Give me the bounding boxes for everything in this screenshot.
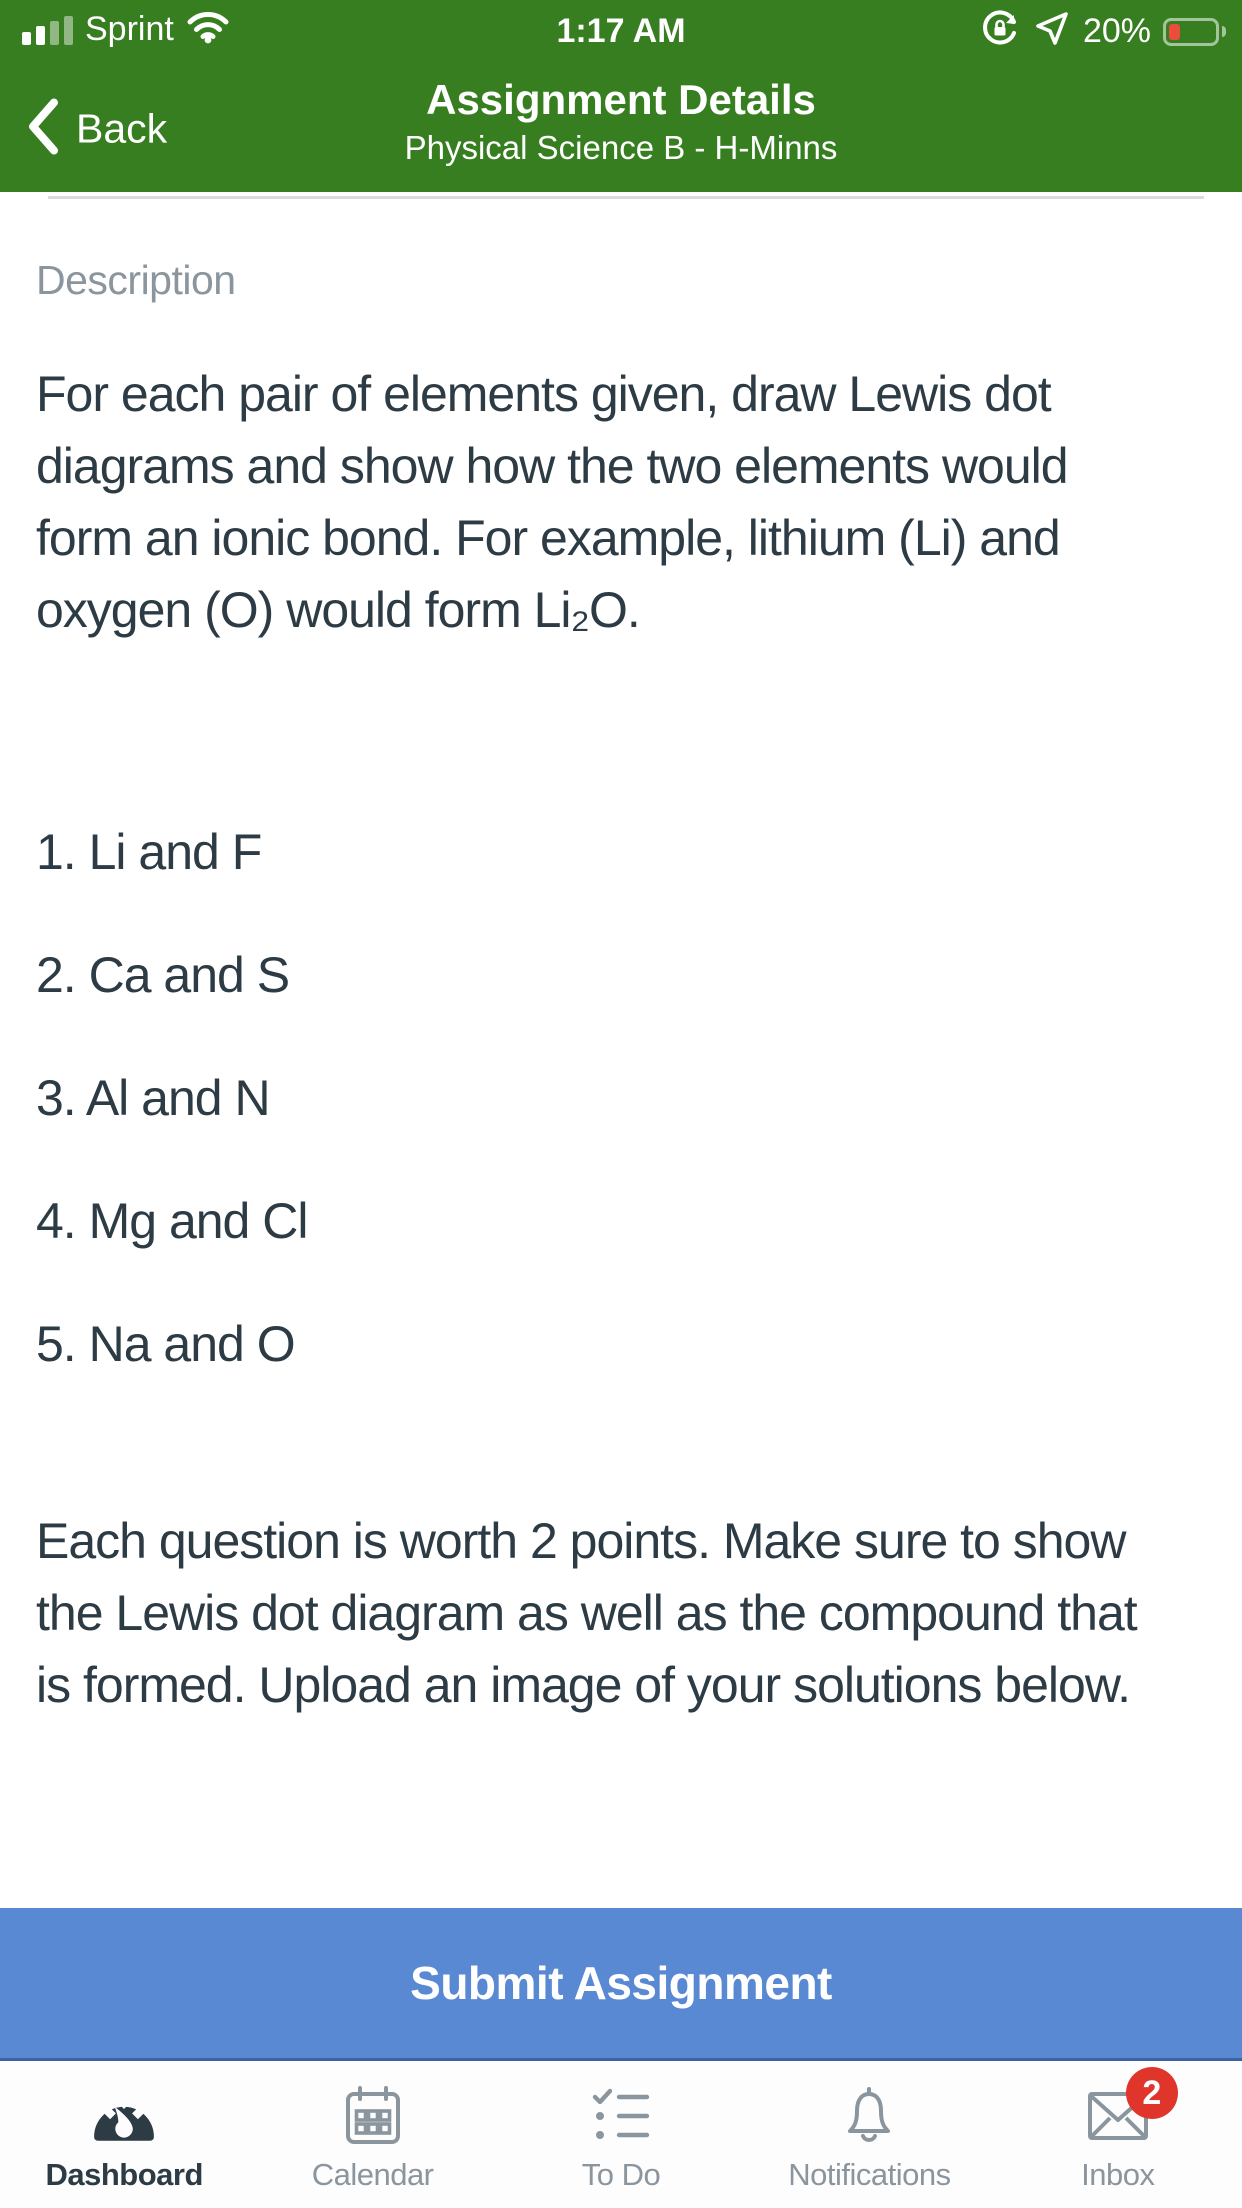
tab-inbox-label: Inbox (1081, 2157, 1155, 2192)
description-section-label: Description (36, 257, 236, 303)
clock-label: 1:17 AM (556, 12, 686, 50)
list-item: 4. Mg and Cl (36, 1193, 308, 1249)
tab-notifications[interactable] (745, 2061, 993, 2208)
description-paragraph-1: For each pair of elements given, draw Lewis dot diagrams and show how the two elements would form an ionic bond. For example, lithium (Li) and oxygen (O) would form Li₂O. (36, 366, 1068, 638)
location-arrow-icon (1033, 10, 1071, 53)
list-item: 2. Ca and S (36, 947, 290, 1003)
back-button-label: Back (76, 105, 168, 152)
list-item: 5. Na and O (36, 1316, 295, 1372)
assignment-description-section (0, 192, 1242, 1721)
status-bar-right (979, 8, 1226, 55)
status-bar (0, 0, 1242, 66)
tab-dashboard-label: Dashboard (45, 2157, 203, 2192)
notifications-bell-icon (835, 2083, 903, 2149)
back-button[interactable] (26, 98, 167, 161)
battery-percent-label: 20% (1082, 12, 1151, 50)
inbox-envelope-icon (1084, 2073, 1162, 2149)
submit-assignment-button[interactable] (0, 1908, 1242, 2061)
description-paragraph-2: Each question is worth 2 points. Make sure to show the Lewis dot diagram as well as the compound that is formed. Upload an image of your solutions below. (36, 1513, 1137, 1713)
tab-todo-label: To Do (581, 2157, 661, 2192)
battery-icon (1163, 18, 1219, 46)
list-item: 3. Al and N (36, 1070, 270, 1126)
header-divider (48, 196, 1204, 199)
tab-inbox[interactable] (994, 2061, 1242, 2208)
dashboard-gauge-icon (90, 2083, 158, 2149)
battery-nub (1222, 26, 1226, 37)
nav-bar (0, 66, 1242, 192)
page-title: Assignment Details (426, 76, 816, 123)
course-subtitle: Physical Science B - H-Minns (404, 129, 838, 166)
calendar-icon (339, 2083, 407, 2149)
tab-todo[interactable] (497, 2061, 745, 2208)
chevron-left-icon (26, 98, 60, 161)
tab-calendar-label: Calendar (311, 2157, 434, 2192)
carrier-label: Sprint (85, 10, 174, 48)
tab-notifications-label: Notifications (788, 2157, 951, 2192)
todo-checklist-icon (587, 2083, 655, 2149)
rotation-lock-icon (979, 8, 1021, 55)
tab-calendar[interactable] (248, 2061, 496, 2208)
tab-dashboard[interactable] (0, 2061, 248, 2208)
nav-titles (150, 74, 1092, 170)
list-item: 1. Li and F (36, 824, 262, 880)
inbox-unread-badge: 2 (1126, 2067, 1178, 2119)
header (0, 0, 1242, 192)
submit-assignment-label: Submit Assignment (410, 1957, 832, 2009)
element-pair-list (0, 816, 1242, 1380)
bottom-tab-bar (0, 2061, 1242, 2208)
